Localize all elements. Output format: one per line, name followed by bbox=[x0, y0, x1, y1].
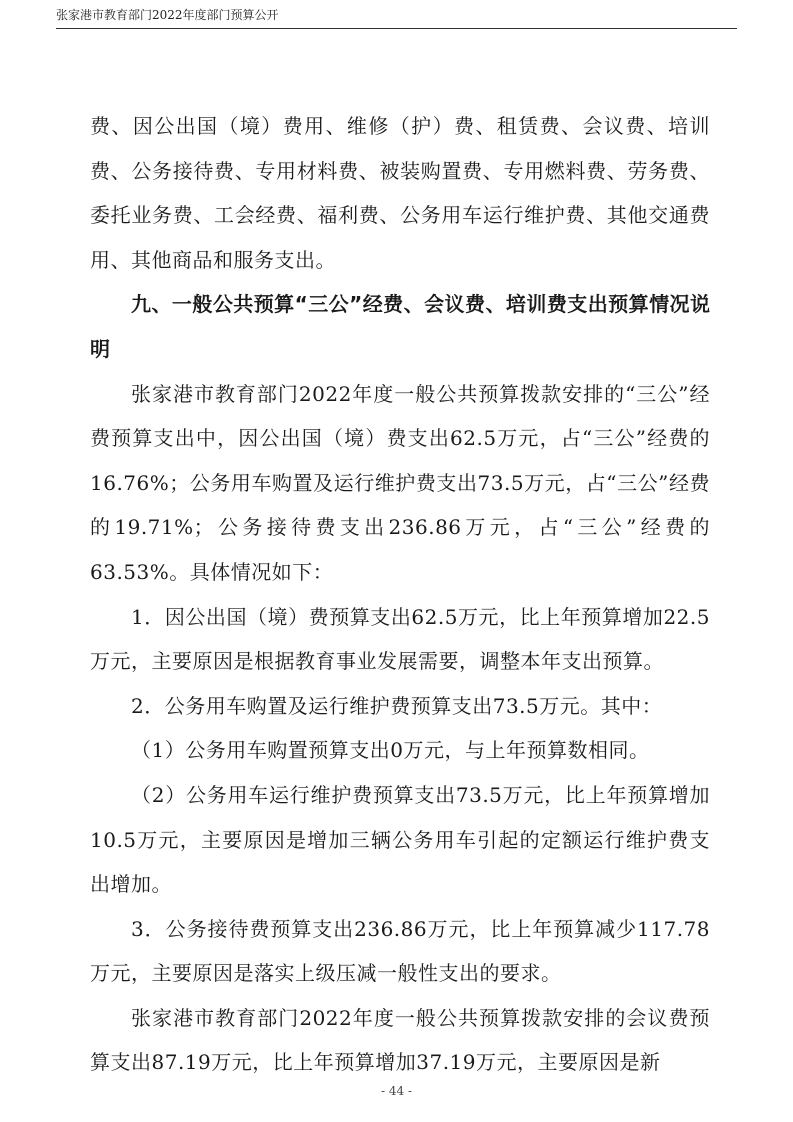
paragraph-item-3: 3．公务接待费预算支出236.86万元，比上年预算减少117.78万元，主要原因是落实上级压减一般性支出的要求。 bbox=[90, 916, 710, 986]
paragraph-meeting-fee: 张家港市教育部门2022年度一般公共预算拨款安排的会议费预算支出87.19万元，比上年预算增加37.19万元，主要原因是新 bbox=[90, 1005, 710, 1075]
document-body bbox=[90, 104, 710, 1085]
header-rule bbox=[56, 28, 737, 29]
paragraph-item-2-2: （2）公务用车运行维护费预算支出73.5万元，比上年预算增加10.5万元，主要原因是增加三辆公务用车引起的定额运行维护费支出增加。 bbox=[90, 782, 710, 897]
paragraph-item-2: 2．公务用车购置及运行维护费预算支出73.5万元。其中： bbox=[131, 693, 663, 718]
paragraph-item-1: 1．因公出国（境）费预算支出62.5万元，比上年预算增加22.5万元，主要原因是根据教育事业发展需要，调整本年支出预算。 bbox=[90, 604, 710, 674]
paragraph-item-2-1: （1）公务用车购置预算支出0万元，与上年预算数相同。 bbox=[131, 738, 650, 763]
section-heading: 九、一般公共预算“三公”经费、会议费、培训费支出预算情况说明 bbox=[90, 292, 710, 361]
page-number: - 44 - bbox=[380, 1084, 412, 1098]
paragraph-summary: 张家港市教育部门2022年度一般公共预算拨款安排的“三公”经费预算支出中，因公出国（境）费支出62.5万元，占“三公”经费的16.76%；公务用车购置及运行维护费支出73.5万元，占“三公”经费的19.71%；公务接待费支出236.86万元，占“三公”经费的63.53%。具体情况如下： bbox=[90, 381, 710, 584]
page-header: 张家港市教育部门2022年度部门预算公开 bbox=[56, 8, 279, 22]
paragraph-expense-list: 费、因公出国（境）费用、维修（护）费、租赁费、会议费、培训费、公务接待费、专用材料费、被装购置费、专用燃料费、劳务费、委托业务费、工会经费、福利费、公务用车运行维护费、其他交通费用、其他商品和服务支出。 bbox=[90, 114, 710, 272]
